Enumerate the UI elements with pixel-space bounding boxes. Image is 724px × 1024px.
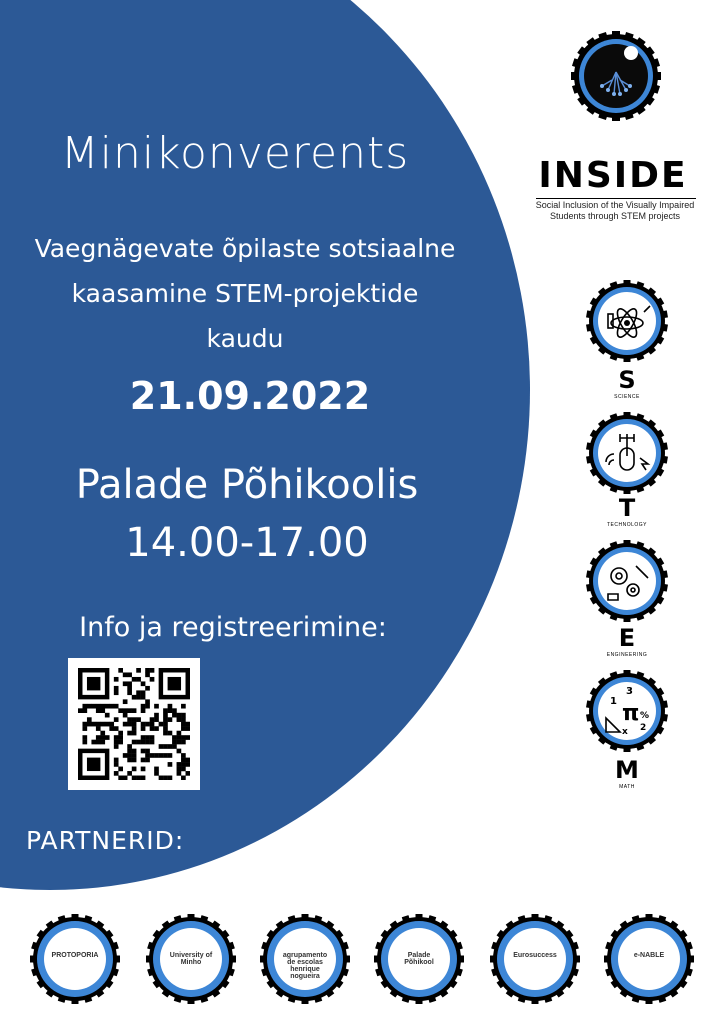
partner-name: e-NABLE bbox=[633, 952, 665, 959]
info-label: Info ja registreerimine: bbox=[79, 612, 387, 643]
svg-text:2: 2 bbox=[640, 723, 647, 733]
venue-name: Palade Põhikoolis bbox=[75, 462, 419, 508]
technology-icon bbox=[584, 410, 670, 496]
partners-label: PARTNERID: bbox=[26, 826, 185, 855]
poster-subtitle bbox=[0, 226, 490, 361]
poster-title: Minikonverents bbox=[60, 128, 410, 179]
stem-letter: E bbox=[618, 624, 636, 652]
partner-name: University of Minho bbox=[169, 952, 213, 966]
svg-text:1: 1 bbox=[610, 696, 617, 707]
tagline-line: Social Inclusion of the Visually Impaired bbox=[535, 200, 695, 210]
engineering-icon bbox=[584, 538, 670, 624]
stem-letter: M bbox=[615, 756, 639, 784]
inside-eye-gear-icon bbox=[568, 28, 664, 129]
svg-text:3: 3 bbox=[626, 686, 633, 697]
partner-badge-icon bbox=[602, 912, 696, 1006]
partner-logo bbox=[602, 912, 696, 1006]
stem-word: TECHNOLOGY bbox=[606, 522, 647, 528]
partner-logo bbox=[488, 912, 582, 1006]
svg-text:x: x bbox=[622, 727, 628, 737]
qr-code-icon bbox=[78, 668, 190, 780]
partner-logo bbox=[144, 912, 238, 1006]
stem-word: SCIENCE bbox=[614, 394, 640, 400]
subtitle-line: kaasamine STEM-projektide bbox=[71, 279, 419, 308]
event-date: 21.09.2022 bbox=[129, 374, 371, 418]
svg-text:%: % bbox=[640, 711, 650, 721]
partner-name: PROTOPORIA bbox=[51, 952, 99, 959]
svg-text:π: π bbox=[622, 701, 640, 726]
partner-logo bbox=[372, 912, 466, 1006]
partner-name: Eurosuccess bbox=[513, 952, 557, 959]
tagline-line: Students through STEM projects bbox=[549, 211, 681, 221]
partner-name: agrupamento de escolas henrique nogueira bbox=[282, 952, 328, 980]
partner-logo bbox=[258, 912, 352, 1006]
logo-divider bbox=[536, 198, 696, 199]
stem-word: MATH bbox=[619, 784, 635, 790]
stem-word: ENGINEERING bbox=[606, 652, 648, 658]
subtitle-line: Vaegnägevate õpilaste sotsiaalne bbox=[34, 234, 456, 263]
subtitle-line: kaudu bbox=[206, 324, 284, 353]
event-venue bbox=[0, 456, 494, 572]
stem-letter: S bbox=[618, 366, 636, 394]
partner-badge-icon bbox=[28, 912, 122, 1006]
math-icon bbox=[584, 668, 670, 754]
stem-letter: T bbox=[618, 494, 636, 522]
partner-badge-icon bbox=[488, 912, 582, 1006]
inside-logo-word: INSIDE bbox=[538, 155, 688, 196]
event-time: 14.00-17.00 bbox=[125, 520, 369, 566]
science-icon bbox=[584, 278, 670, 364]
partner-name: Palade Põhikool bbox=[404, 952, 434, 966]
registration-qr-code[interactable] bbox=[68, 658, 200, 790]
partner-logo bbox=[28, 912, 122, 1006]
inside-tagline bbox=[530, 200, 700, 222]
